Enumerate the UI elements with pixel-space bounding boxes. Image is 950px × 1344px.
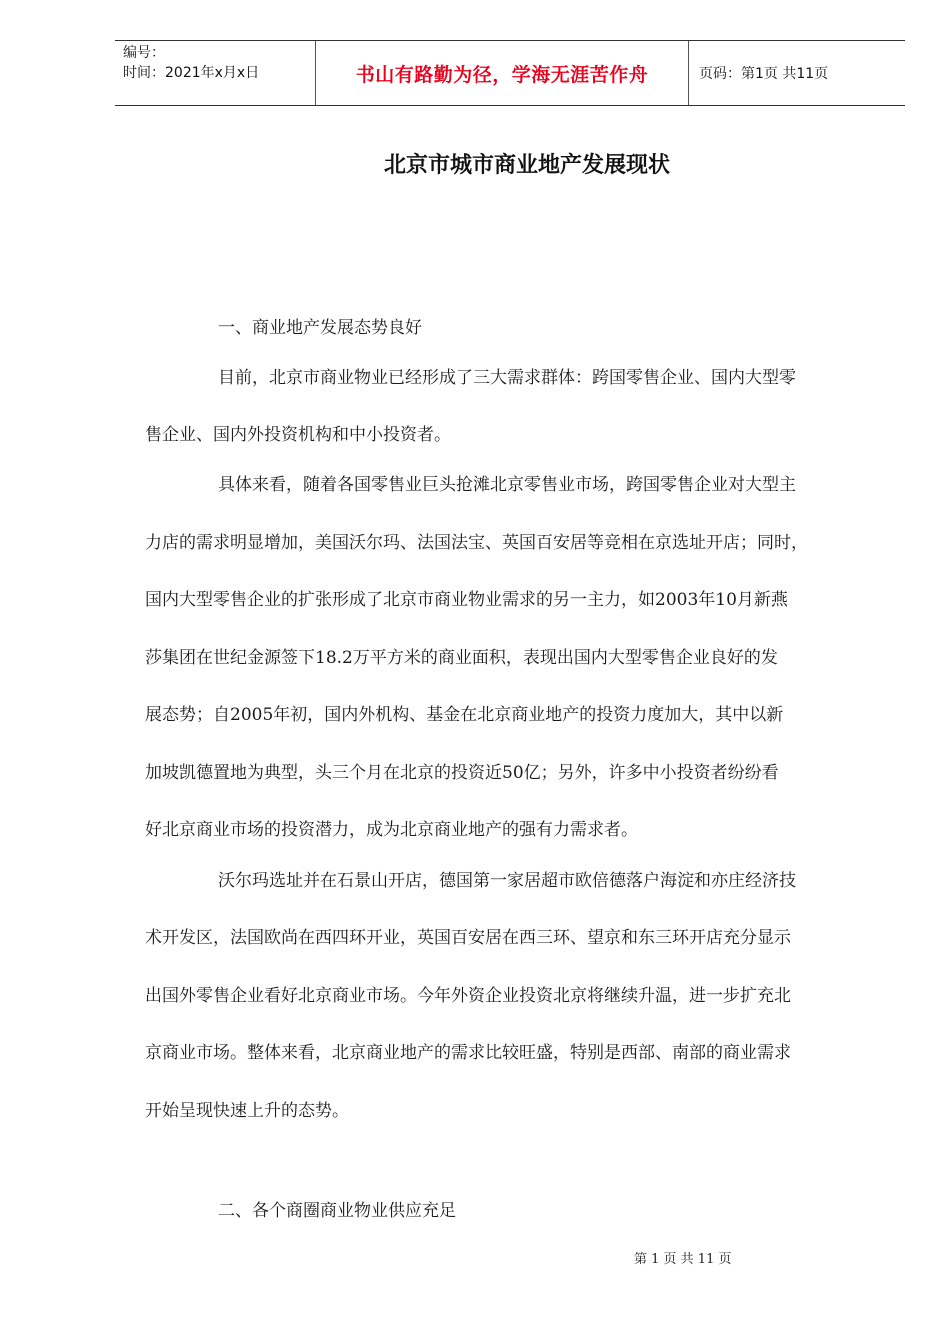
number-label: 编号：	[123, 45, 165, 61]
paragraph-line: 沃尔玛选址并在石景山开店，德国第一家居超市欧倍德落户海淀和亦庄经济技	[218, 871, 796, 891]
paragraph-line: 售企业、国内外投资机构和中小投资者。	[145, 425, 451, 445]
date-label: 时间：2021年x月x日	[123, 65, 260, 81]
paragraph-line: 力店的需求明显增加，美国沃尔玛、法国法宝、英国百安居等竞相在京选址开店；同时，	[145, 533, 808, 553]
paragraph-line: 加坡凯德置地为典型，头三个月在北京的投资近50亿；另外，许多中小投资者纷纷看	[145, 763, 779, 783]
paragraph-line: 出国外零售企业看好北京商业市场。今年外资企业投资北京将继续升温，进一步扩充北	[145, 986, 791, 1006]
document-title: 北京市城市商业地产发展现状	[383, 153, 670, 178]
paragraph-line: 莎集团在世纪金源签下18.2万平方米的商业面积，表现出国内大型零售企业良好的发	[145, 648, 778, 668]
paragraph-line: 京商业市场。整体来看，北京商业地产的需求比较旺盛，特别是西部、南部的商业需求	[145, 1043, 791, 1063]
header-motto: 书山有路勤为径，学海无涯苦作舟	[316, 41, 689, 105]
section-heading-2: 二、各个商圈商业物业供应充足	[218, 1201, 456, 1221]
paragraph-line: 具体来看，随着各国零售业巨头抢滩北京零售业市场，跨国零售企业对大型主	[218, 475, 796, 495]
header-meta	[115, 41, 316, 105]
header-page-info: 页码：第1页 共11页	[699, 66, 829, 82]
section-heading-1: 一、商业地产发展态势良好	[218, 318, 422, 338]
paragraph-line: 目前，北京市商业物业已经形成了三大需求群体：跨国零售企业、国内大型零	[218, 368, 796, 388]
paragraph-line: 开始呈现快速上升的态势。	[145, 1101, 349, 1121]
paragraph-line: 术开发区，法国欧尚在西四环开业，英国百安居在西三环、望京和东三环开店充分显示	[145, 928, 791, 948]
paragraph-line: 好北京商业市场的投资潜力，成为北京商业地产的强有力需求者。	[145, 820, 638, 840]
paragraph-line: 展态势；自2005年初，国内外机构、基金在北京商业地产的投资力度加大，其中以新	[145, 705, 784, 725]
page-header	[115, 40, 905, 106]
paragraph-line: 国内大型零售企业的扩张形成了北京市商业物业需求的另一主力，如2003年10月新燕	[145, 590, 788, 610]
page-footer: 第 1 页 共 11 页	[634, 1252, 732, 1267]
